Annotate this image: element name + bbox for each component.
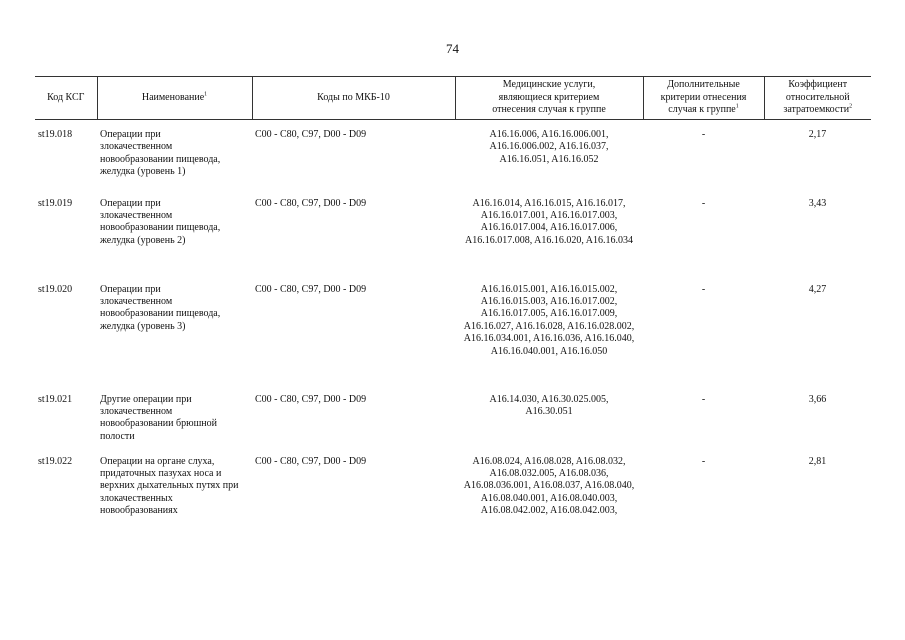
ksg-table — [35, 76, 871, 552]
cell-code: st19.020 — [38, 283, 73, 295]
cell-mkb: C00 - C80, C97, D00 - D09 — [255, 455, 367, 467]
cell-code: st19.021 — [38, 393, 73, 405]
page-number: 74 — [446, 41, 459, 56]
cell-mkb: C00 - C80, C97, D00 - D09 — [255, 197, 367, 209]
cell-coef: 2,81 — [808, 455, 827, 467]
cell-name: Операции при злокачественном новообразовании пищевода, желудка (уровень 3) — [100, 283, 221, 332]
header-name: Наименование$^1$ — [97, 77, 252, 120]
table-row — [35, 456, 871, 552]
cell-coef: 3,43 — [808, 197, 827, 209]
table-row — [35, 120, 871, 198]
table-row — [35, 284, 871, 394]
cell-name: Операции при злокачественном новообразовании пищевода, желудка (уровень 1) — [100, 129, 221, 178]
cell-code: st19.019 — [38, 197, 73, 209]
cell-mkb: C00 - C80, C97, D00 - D09 — [255, 393, 367, 405]
table-row — [35, 198, 871, 284]
cell-name: Операции на органе слуха, придаточных пазухах носа и верхних дыхательных путях при злокачественных новообразованиях — [100, 455, 239, 517]
cell-mkb: C00 - C80, C97, D00 - D09 — [255, 283, 367, 295]
header-mkb: Коды по МКБ-10 — [252, 77, 455, 120]
cell-coef: 4,27 — [808, 283, 827, 295]
header-services: Медицинские услуги, являющиеся критерием отнесения случая к группе — [455, 77, 643, 120]
cell-name: Операции при злокачественном новообразовании пищевода, желудка (уровень 2) — [100, 197, 221, 246]
cell-criteria: - — [701, 455, 706, 467]
cell-criteria: - — [701, 129, 706, 140]
cell-services: A16.14.030, A16.30.025.005, A16.30.051 — [489, 393, 609, 417]
cell-services: A16.08.024, A16.08.028, A16.08.032, A16.08.032.005, A16.08.036, A16.08.036.001, A16.08.037, A16.08.040, A16.08.040.001, A16.08.040.003, A16.08.042.002, A16.08.042.003, — [463, 455, 635, 517]
table-row — [35, 394, 871, 456]
cell-criteria: - — [701, 283, 706, 295]
cell-code: st19.018 — [38, 129, 73, 140]
header-coef: Коэффициент относительной затратоемкости$^2$ — [764, 77, 871, 120]
cell-services: A16.16.006, A16.16.006.001, A16.16.006.002, A16.16.037, A16.16.051, A16.16.052 — [489, 129, 609, 165]
header-code: Код КСГ — [35, 77, 97, 120]
cell-coef: 2,17 — [808, 129, 827, 140]
cell-services: A16.16.015.001, A16.16.015.002, A16.16.015.003, A16.16.017.002, A16.16.017.005, A16.16.017.009, A16.16.027, A16.16.028, A16.16.028.002, A16.16.034.001, A16.16.036, A16.16.040, A16.16.040.001, A16.16.050 — [463, 283, 635, 357]
cell-criteria: - — [701, 197, 706, 209]
table-header-row — [35, 77, 871, 120]
cell-code: st19.022 — [38, 455, 73, 467]
cell-name: Другие операции при злокачественном новообразовании брюшной полости — [100, 393, 217, 442]
cell-mkb: C00 - C80, C97, D00 - D09 — [255, 129, 367, 140]
cell-services: A16.16.014, A16.16.015, A16.16.017, A16.16.017.001, A16.16.017.003, A16.16.017.004, A16.16.017.006, A16.16.017.008, A16.16.020, A16.16.034 — [464, 197, 634, 246]
header-criteria: Дополнительные критерии отнесения случая к группе$^1$ — [643, 77, 764, 120]
cell-criteria: - — [701, 393, 706, 405]
cell-coef: 3,66 — [808, 393, 827, 405]
